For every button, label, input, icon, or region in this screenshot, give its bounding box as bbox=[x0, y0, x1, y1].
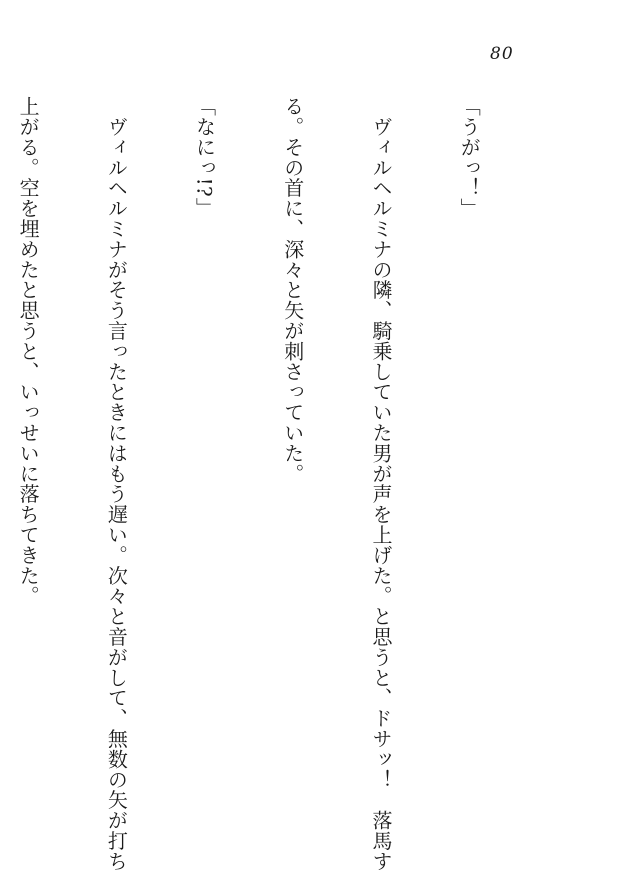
text-line: 「なにっ!?」 bbox=[192, 96, 217, 218]
text-line: る。その首に、深々と矢が刺さっていた。 bbox=[280, 96, 305, 484]
text-line: ヴィルヘルミナがそう言ったときにはもう遅い。次々と音がして、無数の矢が打ち bbox=[104, 96, 129, 872]
text-line: 上がる。空を埋めたと思うと、いっせいに落ちてきた。 bbox=[16, 96, 41, 606]
text-line: ヴィルヘルミナの隣、騎乗していた男が声を上げた。と思うと、ドサッ！ 落馬す bbox=[368, 96, 393, 872]
text-line: 「うがっ！」 bbox=[457, 96, 482, 219]
page-number: 80 bbox=[490, 44, 514, 64]
body-text bbox=[16, 96, 542, 872]
